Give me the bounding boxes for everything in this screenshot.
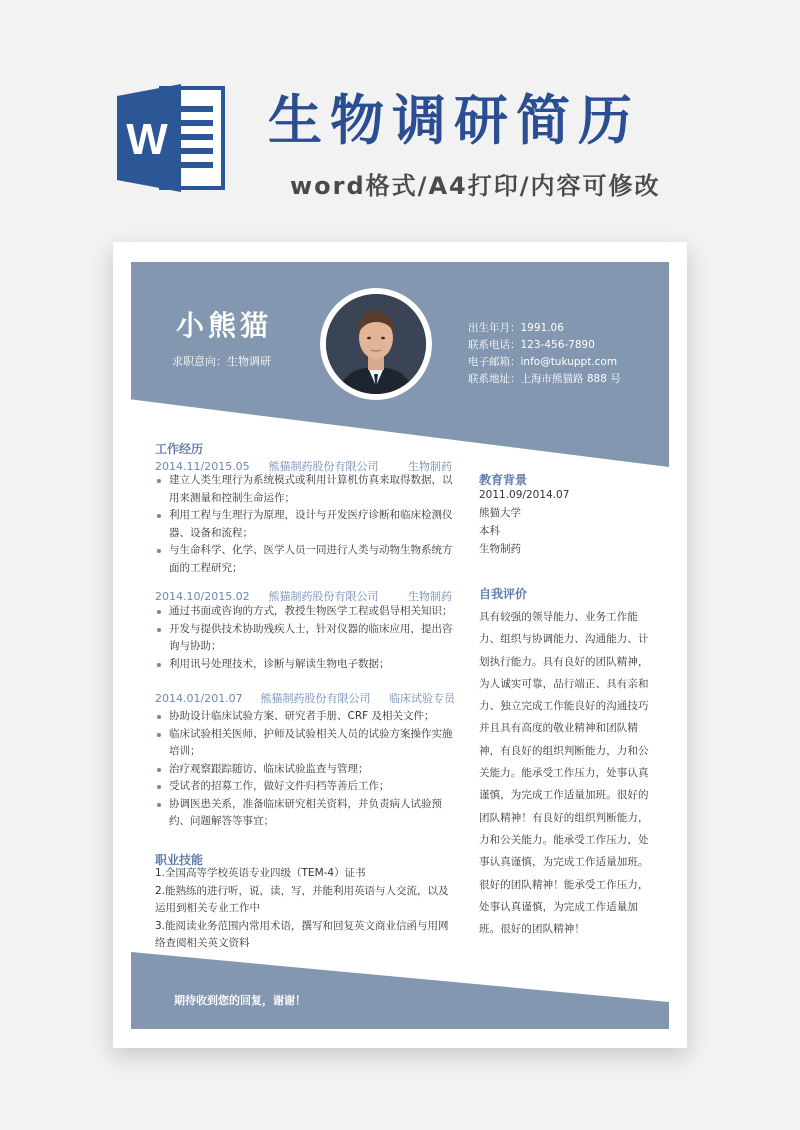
birth-date: 出生年月：1991.06 (468, 322, 564, 334)
skills-section-title: 职业技能 (155, 853, 204, 867)
address: 联系地址：上海市熊猫路 888 号 (468, 373, 621, 385)
list-item: 协调医患关系，准备临床研究相关资料，并负责病人试验预约、问题解答等事宜； (155, 796, 455, 831)
entry-company: 熊猫制药股份有限公司 (268, 460, 379, 473)
work-entry-3-header (155, 690, 455, 706)
list-item: 开发与提供技术协助残疾人士，针对仪器的临床应用，提出咨询与协助； (155, 621, 455, 656)
entry-date: 2014.10/2015.02 (155, 590, 250, 603)
skill-item: 3.能阅读业务范围内常用术语，撰写和回复英文商业信函与用网络查阅相关英文资料 (155, 919, 449, 949)
page-subtitle: word格式/A4打印/内容可修改 (290, 172, 661, 200)
work-entry-2-list (155, 603, 455, 673)
avatar (326, 294, 426, 394)
education-period: 2011.09/2014.07 (479, 489, 570, 501)
phone: 联系电话：123-456-7890 (468, 339, 595, 351)
skills-list (155, 865, 453, 953)
list-item: 通过书面或咨询的方式，教授生物医学工程或倡导相关知识； (155, 603, 455, 621)
footer-message: 期待收到您的回复，谢谢！ (174, 994, 306, 1007)
work-entry-2-header (155, 588, 452, 604)
entry-role: 临床试验专员 (389, 692, 455, 705)
list-item: 治疗观察跟踪随访、临床试验监查与管理； (155, 761, 455, 779)
education-section-title: 教育背景 (479, 473, 528, 487)
list-item: 利用讯号处理技术，诊断与解读生物电子数据； (155, 656, 455, 674)
school-name: 熊猫大学 (479, 507, 521, 519)
page-title: 生物调研简历 (268, 89, 640, 152)
entry-company: 熊猫制药股份有限公司 (260, 692, 371, 705)
education-details (479, 486, 569, 558)
word-document-icon (117, 82, 229, 194)
candidate-name: 小熊猫 (176, 309, 273, 342)
contact-info (468, 320, 621, 388)
self-eval-text: 具有较强的领导能力、业务工作能力、组织与协调能力、沟通能力、计划执行能力。具有良好的团队精神，为人诚实可靠，品行端正、具有亲和力、独立完成工作能良好的沟通技巧并且具有高度的敬业精神和团队精神，有良好的组织判断能力，力和公关能力。能承受工作压力，处事认真谨慎，为完成工作适量加班。很好的团队精神！有良好的组织判断能力，力和公关能力。能承受工作压力，处事认真谨慎，为完成工作适量加班。很好的团队精神！能承受工作压力，处事认真谨慎，为完成工作适量加班。很好的团队精神！ (479, 611, 649, 936)
work-entry-3-list (155, 708, 455, 831)
self-eval-section-title: 自我评价 (479, 587, 528, 601)
list-item: 受试者的招募工作，做好文件归档等善后工作； (155, 778, 455, 796)
entry-role: 生物制药 (408, 590, 452, 603)
major: 生物制药 (479, 543, 521, 555)
skill-item: 1.全国高等学校英语专业四级（TEM-4）证书 (155, 867, 366, 879)
list-item: 协助设计临床试验方案、研究者手册、CRF 及相关文件； (155, 708, 455, 726)
degree: 本科 (479, 525, 500, 537)
entry-date: 2014.11/2015.05 (155, 460, 250, 473)
work-section-title: 工作经历 (155, 442, 204, 456)
list-item: 利用工程与生理行为原理，设计与开发医疗诊断和临床检测仪器、设备和流程； (155, 507, 455, 542)
entry-date: 2014.01/201.07 (155, 692, 243, 705)
word-letter: W (126, 115, 168, 164)
list-item: 建立人类生理行为系统模式或利用计算机仿真来取得数据，以用来测量和控制生命运作； (155, 472, 455, 507)
list-item: 与生命科学、化学、医学人员一同进行人类与动物生物系统方面的工程研究； (155, 542, 455, 577)
job-intent: 求职意向：生物调研 (172, 355, 271, 368)
list-item: 临床试验相关医师、护师及试验相关人员的试验方案操作实施培训； (155, 726, 455, 761)
email: 电子邮箱：info@tukuppt.com (468, 356, 618, 368)
work-entry-1-list (155, 472, 455, 577)
entry-company: 熊猫制药股份有限公司 (268, 590, 379, 603)
skill-item: 2.能熟练的进行听，说，读，写，并能利用英语与人交流，以及运用到相关专业工作中 (155, 884, 449, 914)
entry-role: 生物制药 (408, 460, 452, 473)
